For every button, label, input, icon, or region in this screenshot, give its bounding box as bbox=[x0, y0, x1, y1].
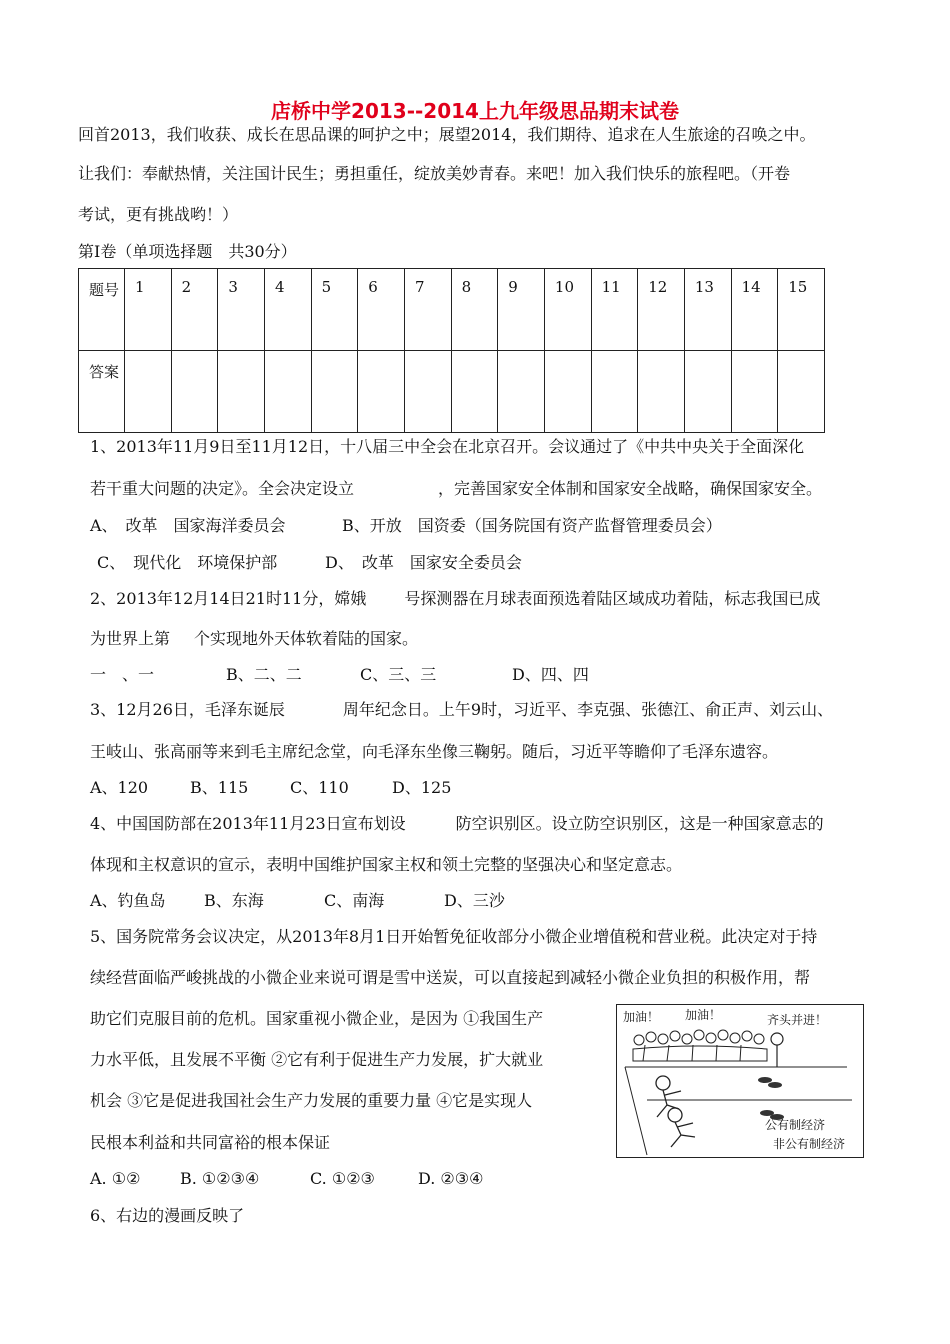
answer-table-number-row bbox=[79, 269, 825, 351]
number-row-label: 题号 bbox=[79, 269, 125, 351]
q5-option-c: C. ①②③ bbox=[310, 1169, 375, 1188]
answer-row-label: 答案 bbox=[79, 351, 125, 433]
q5-line-2: 续经营面临严峻挑战的小微企业来说可谓是雪中送炭，可以直接起到减轻小微企业负担的积极作用，帮 bbox=[90, 968, 811, 987]
question-number-cell: 1 bbox=[125, 269, 172, 351]
runner-public bbox=[656, 1076, 681, 1117]
intro-line-2: 让我们：奉献热情，关注国计民生；勇担重任，绽放美妙青春。来吧！加入我们快乐的旅程吧。（开卷 bbox=[78, 164, 791, 183]
answer-cell[interactable] bbox=[638, 351, 685, 433]
question-number-cell: 9 bbox=[498, 269, 545, 351]
finish-post bbox=[771, 1033, 783, 1067]
q3-option-d: D、125 bbox=[392, 778, 452, 797]
q3-line-1 bbox=[90, 700, 833, 720]
q6-line-1: 6、右边的漫画反映了 bbox=[90, 1206, 245, 1225]
q2-line-2a: 为世界上第 bbox=[90, 629, 171, 648]
q5-option-d: D. ②③④ bbox=[418, 1169, 484, 1188]
question-number-cell: 4 bbox=[264, 269, 311, 351]
question-number-cell: 10 bbox=[544, 269, 591, 351]
q2-option-c: C、三、三 bbox=[360, 665, 437, 684]
q4-option-c: C、南海 bbox=[324, 891, 385, 910]
answer-cell[interactable] bbox=[171, 351, 218, 433]
q4-line-2: 体现和主权意识的宣示，表明中国维护国家主权和领土完整的坚强决心和坚定意志。 bbox=[90, 855, 683, 874]
intro-line-1: 回首2013，我们收获、成长在思品课的呵护之中；展望2014，我们期待、追求在人生旅途的召唤之中。 bbox=[78, 125, 816, 144]
q5-line-4: 力水平低，且发展不平衡 ②它有利于促进生产力发展，扩大就业 bbox=[90, 1050, 544, 1069]
answer-table bbox=[78, 268, 825, 433]
question-number-cell: 14 bbox=[731, 269, 778, 351]
answer-cell[interactable] bbox=[684, 351, 731, 433]
q1-option-c: C、 现代化 环境保护部 bbox=[97, 553, 278, 572]
economy-race-cartoon bbox=[616, 1004, 864, 1158]
q2-line-1 bbox=[90, 589, 820, 609]
q5-line-1: 5、国务院常务会议决定，从2013年8月1日开始暂免征收部分小微企业增值税和营业税。此决定对于持 bbox=[90, 927, 818, 946]
q1-line-2 bbox=[90, 479, 822, 499]
q4-line-1a: 4、中国国防部在2013年11月23日宣布划设 bbox=[90, 814, 406, 833]
question-number-cell: 8 bbox=[451, 269, 498, 351]
answer-cell[interactable] bbox=[778, 351, 825, 433]
runner-private bbox=[668, 1108, 695, 1147]
answer-cell[interactable] bbox=[311, 351, 358, 433]
q5-option-b: B. ①②③④ bbox=[180, 1169, 260, 1188]
q3-line-1b: 周年纪念日。上午9时，习近平、李克强、张德江、俞正声、刘云山、 bbox=[342, 700, 834, 719]
q2-option-d: D、四、四 bbox=[512, 665, 589, 684]
question-number-cell: 11 bbox=[591, 269, 638, 351]
crowd-figures bbox=[633, 1030, 767, 1061]
q4-option-b: B、东海 bbox=[204, 891, 264, 910]
answer-cell[interactable] bbox=[731, 351, 778, 433]
answer-cell[interactable] bbox=[404, 351, 451, 433]
q2-line-2b: 个实现地外天体软着陆的国家。 bbox=[194, 629, 419, 648]
q5-line-6: 民根本利益和共同富裕的根本保证 bbox=[90, 1133, 331, 1152]
q2-option-b: B、二、二 bbox=[226, 665, 302, 684]
answer-cell[interactable] bbox=[591, 351, 638, 433]
q2-line-1b: 号探测器在月球表面预选着陆区域成功着陆，标志我国已成 bbox=[404, 589, 821, 608]
label-public-economy: 公有制经济 bbox=[765, 1118, 826, 1132]
q3-option-a: A、120 bbox=[90, 778, 149, 797]
q5-option-a: A. ①② bbox=[90, 1169, 141, 1188]
exam-title: 店桥中学2013--2014上九年级思品期末试卷 bbox=[271, 99, 679, 123]
q5-line-3: 助它们克服目前的危机。国家重视小微企业，是因为 ①我国生产 bbox=[90, 1009, 544, 1028]
intro-line-3: 考试，更有挑战哟！） bbox=[78, 205, 239, 224]
question-number-cell: 2 bbox=[171, 269, 218, 351]
q3-option-c: C、110 bbox=[290, 778, 349, 797]
q5-line-5: 机会 ③它是促进我国社会生产力发展的重要力量 ④它是实现人 bbox=[90, 1091, 533, 1110]
q1-option-a: A、 改革 国家海洋委员会 bbox=[90, 516, 286, 535]
answer-cell[interactable] bbox=[358, 351, 405, 433]
cartoon-drawing bbox=[617, 1005, 862, 1156]
q1-line-2b: ，完善国家安全体制和国家安全战略，确保国家安全。 bbox=[438, 479, 823, 498]
answer-cell[interactable] bbox=[544, 351, 591, 433]
cheer-text-2: 加油！ bbox=[685, 1008, 722, 1022]
q1-line-2a: 若干重大问题的决定》。全会决定设立 bbox=[90, 479, 355, 498]
q3-line-2: 王岐山、张高丽等来到毛主席纪念堂，向毛泽东坐像三鞠躬。随后，习近平等瞻仰了毛泽东遗容。 bbox=[90, 742, 779, 761]
q2-line-2 bbox=[90, 629, 418, 649]
answer-cell[interactable] bbox=[125, 351, 172, 433]
q4-option-a: A、钓鱼岛 bbox=[90, 891, 166, 910]
answer-cell[interactable] bbox=[451, 351, 498, 433]
q3-option-b: B、115 bbox=[190, 778, 249, 797]
q3-line-1a: 3、12月26日，毛泽东诞辰 bbox=[90, 700, 285, 719]
question-number-cell: 7 bbox=[404, 269, 451, 351]
question-number-cell: 13 bbox=[684, 269, 731, 351]
q1-option-b: B、开放 国资委（国务院国有资产监督管理委员会） bbox=[342, 516, 722, 535]
question-number-cell: 12 bbox=[638, 269, 685, 351]
question-number-cell: 5 bbox=[311, 269, 358, 351]
question-number-cell: 15 bbox=[778, 269, 825, 351]
q4-line-1b: 防空识别区。设立防空识别区，这是一种国家意志的 bbox=[455, 814, 824, 833]
answer-cell[interactable] bbox=[264, 351, 311, 433]
shoes bbox=[758, 1077, 784, 1120]
q1-option-d: D、 改革 国家安全委员会 bbox=[325, 553, 522, 572]
q1-line-1: 1、2013年11月9日至11月12日，十八届三中全会在北京召开。会议通过了《中共中央关于全面深化 bbox=[90, 437, 805, 456]
q2-line-1a: 2、2013年12月14日21时11分，嫦娥 bbox=[90, 589, 367, 608]
question-number-cell: 6 bbox=[358, 269, 405, 351]
answer-cell[interactable] bbox=[498, 351, 545, 433]
cheer-text-3: 齐头并进！ bbox=[767, 1013, 828, 1027]
answer-cell[interactable] bbox=[218, 351, 265, 433]
label-private-economy: 非公有制经济 bbox=[773, 1137, 846, 1151]
q4-line-1 bbox=[90, 814, 824, 834]
q4-option-d: D、三沙 bbox=[444, 891, 505, 910]
section-heading: 第Ⅰ卷（单项选择题 共30分） bbox=[78, 242, 297, 261]
q2-option-a: 一 、一 bbox=[90, 665, 155, 684]
answer-table-answer-row bbox=[79, 351, 825, 433]
cheer-text-1: 加油！ bbox=[623, 1010, 660, 1024]
question-number-cell: 3 bbox=[218, 269, 265, 351]
